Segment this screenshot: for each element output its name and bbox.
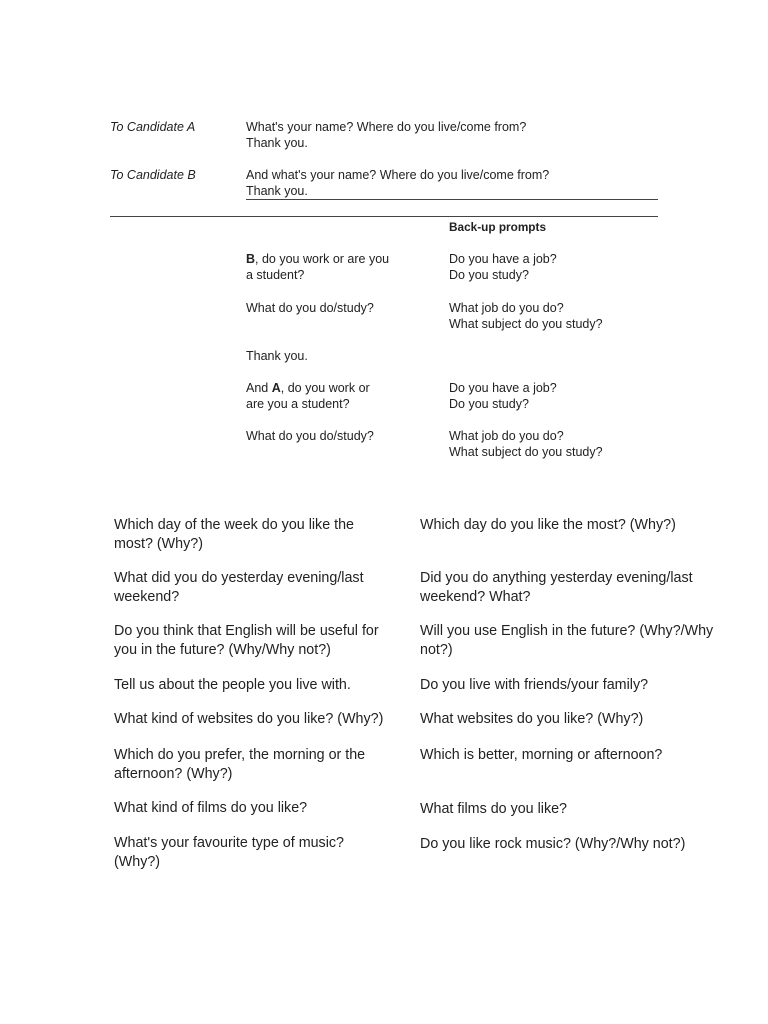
- candidate-b-question: And what's your name? Where do you live/come from?: [246, 168, 550, 182]
- candidate-a-label: To Candidate A: [110, 120, 196, 134]
- backup-question-text: What films do you like?: [420, 801, 567, 817]
- question-text: , do you work or: [280, 381, 370, 395]
- interlocutor-thanks: Thank you.: [246, 349, 308, 363]
- backup-question-text: What websites do you like? (Why?): [420, 711, 644, 727]
- question-text: you in the future? (Why/Why not?): [114, 642, 331, 658]
- question-text: (Why?): [114, 854, 161, 870]
- candidate-a-question: What's your name? Where do you live/come from?: [246, 120, 527, 134]
- backup-prompt: Do you study?: [449, 397, 529, 411]
- backup-question-text: Do you live with friends/your family?: [420, 677, 649, 693]
- backup-prompt: What subject do you study?: [449, 317, 603, 331]
- question-text: Tell us about the people you live with.: [114, 677, 351, 693]
- backup-prompt: What job do you do?: [449, 301, 564, 315]
- interlocutor-question-a: [246, 380, 370, 396]
- interlocutor-followup-a: What do you do/study?: [246, 429, 374, 443]
- backup-prompt: What subject do you study?: [449, 445, 603, 459]
- divider-short: [246, 199, 658, 200]
- backup-question-text: Which day do you like the most? (Why?): [420, 517, 676, 533]
- interlocutor-followup-b: What do you do/study?: [246, 301, 374, 315]
- backup-prompt: Do you have a job?: [449, 381, 557, 395]
- backup-question-text: weekend? What?: [420, 589, 531, 605]
- backup-prompts-header: Back-up prompts: [449, 220, 547, 234]
- question-text: Which do you prefer, the morning or the: [114, 747, 366, 763]
- question-text: Do you think that English will be useful for: [114, 623, 379, 639]
- backup-prompt: Do you study?: [449, 268, 529, 282]
- divider-long: [110, 216, 658, 217]
- candidate-b-label: To Candidate B: [110, 168, 196, 182]
- interlocutor-question-a-line2: are you a student?: [246, 397, 350, 411]
- backup-prompt: What job do you do?: [449, 429, 564, 443]
- question-text: most? (Why?): [114, 536, 203, 552]
- question-text: Which day of the week do you like the: [114, 517, 355, 533]
- backup-question-text: Do you like rock music? (Why?/Why not?): [420, 836, 686, 852]
- interlocutor-question-b-line2: a student?: [246, 268, 305, 282]
- candidate-letter-a: A: [271, 381, 281, 395]
- question-text: , do you work or are you: [255, 252, 390, 266]
- backup-question-text: Will you use English in the future? (Why?/Why: [420, 623, 714, 639]
- question-text: What's your favourite type of music?: [114, 835, 344, 851]
- candidate-letter-b: B: [246, 252, 256, 266]
- question-text: afternoon? (Why?): [114, 766, 233, 782]
- interlocutor-question-b: [246, 251, 389, 267]
- backup-question-text: Which is better, morning or afternoon?: [420, 747, 663, 763]
- candidate-a-thanks: Thank you.: [246, 136, 308, 150]
- question-text: And: [246, 381, 272, 395]
- question-text: What kind of websites do you like? (Why?): [114, 711, 384, 727]
- backup-prompt: Do you have a job?: [449, 252, 557, 266]
- question-text: weekend?: [114, 589, 180, 605]
- backup-question-text: not?): [420, 642, 453, 658]
- question-text: What did you do yesterday evening/last: [114, 570, 364, 586]
- candidate-b-thanks: Thank you.: [246, 184, 308, 198]
- backup-question-text: Did you do anything yesterday evening/last: [420, 570, 693, 586]
- question-text: What kind of films do you like?: [114, 800, 308, 816]
